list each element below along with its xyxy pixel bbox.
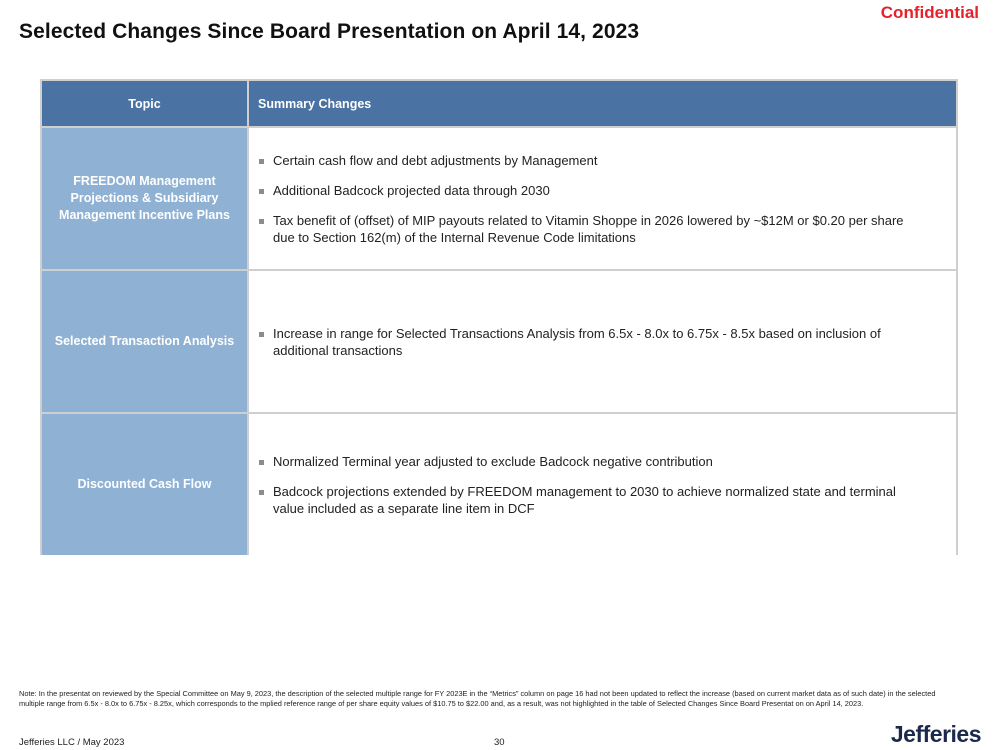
jefferies-logo: Jefferies — [890, 721, 981, 747]
square-bullet-icon — [259, 460, 264, 465]
page-title: Selected Changes Since Board Presentation on April 14, 2023 — [19, 20, 640, 43]
footnote: Note: In the presentat on reviewed by the Special Committee on May 9, 2023, the description of the selected multiple range for FY 2023E in the “Metrics” column on page 16 had not been updated to reflect the increase (based on current market data as of such date) in the selected multiple range from 6.5x - 8.0x to 6.75x - 8.25x, which corresponds to the mplied reference range of per share equity values of $10.75 to $22.00 and, as a result, was not highlighted in the table of Selected Changes Since Board Presentat on on April 14, 2023. — [19, 689, 936, 708]
footer-company-date: Jefferies LLC / May 2023 — [19, 737, 125, 748]
bullet-list — [259, 325, 926, 359]
summary-cell — [249, 271, 956, 412]
summary-cell — [249, 128, 956, 269]
changes-table — [40, 79, 958, 555]
bullet-list — [259, 453, 926, 517]
topic-cell: Discounted Cash Flow — [42, 414, 247, 555]
header-summary: Summary Changes — [249, 81, 956, 126]
bullet-item — [259, 325, 926, 359]
bullet-item — [259, 182, 926, 199]
summary-cell — [249, 414, 956, 555]
changes-table-grid — [42, 81, 956, 553]
bullet-text: Normalized Terminal year adjusted to exclude Badcock negative contribution — [273, 453, 713, 469]
bullet-item — [259, 453, 926, 470]
bullet-item — [259, 483, 926, 517]
topic-cell: FREEDOM Management Projections & Subsidiary Management Incentive Plans — [42, 128, 247, 269]
confidential-label: Confidential — [880, 3, 979, 22]
bullet-item — [259, 212, 926, 246]
bullet-text: Certain cash flow and debt adjustments by Management — [273, 152, 598, 168]
page-number: 30 — [494, 737, 505, 748]
square-bullet-icon — [259, 332, 264, 337]
topic-cell: Selected Transaction Analysis — [42, 271, 247, 412]
bullet-text: Additional Badcock projected data through 2030 — [273, 182, 550, 198]
square-bullet-icon — [259, 189, 264, 194]
bullet-text: Increase in range for Selected Transactions Analysis from 6.5x - 8.0x to 6.75x - 8.5x based on inclusion of additional transactions — [273, 325, 881, 358]
bullet-text: Tax benefit of (offset) of MIP payouts related to Vitamin Shoppe in 2026 lowered by ~$12M or $0.20 per share due to Section 162(m) of the Internal Revenue Code limitations — [273, 212, 904, 245]
square-bullet-icon — [259, 490, 264, 495]
bullet-list — [259, 152, 926, 246]
bullet-text: Badcock projections extended by FREEDOM management to 2030 to achieve normalized state and terminal value included as a separate line item in DCF — [273, 483, 896, 516]
square-bullet-icon — [259, 219, 264, 224]
square-bullet-icon — [259, 159, 264, 164]
header-topic: Topic — [42, 81, 247, 126]
bullet-item — [259, 152, 926, 169]
